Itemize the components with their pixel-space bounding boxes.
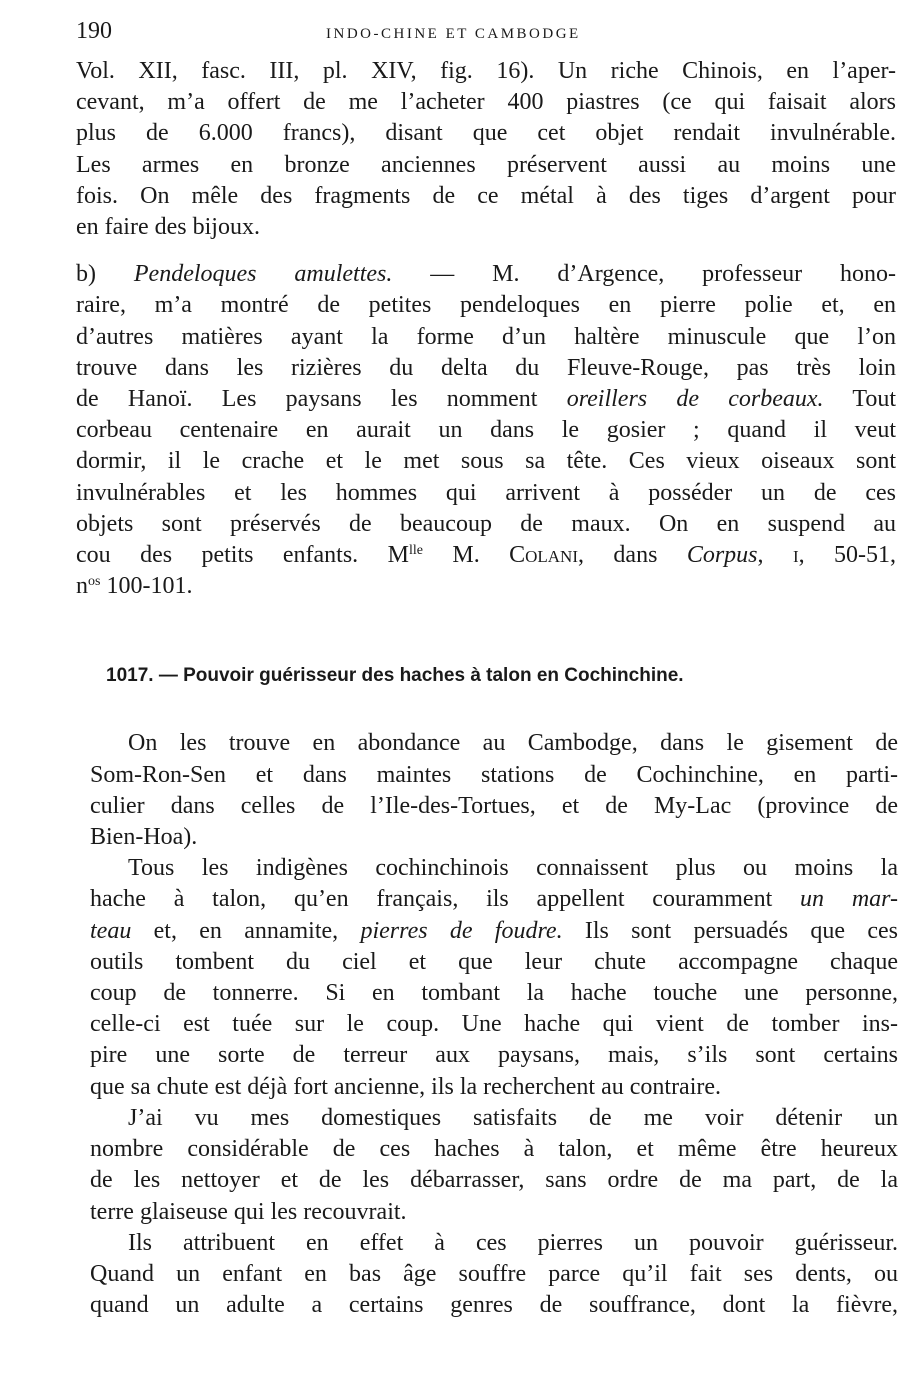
section-body	[90, 728, 898, 1321]
text-line: Tous les indigènes cochinchinois connaissent plus ou moins la	[128, 855, 898, 882]
text-run: Ils sont persuadés que ces	[562, 917, 898, 944]
running-title: INDO-CHINE ET CAMBODGE	[326, 26, 581, 42]
text-run: — M. d’Argence, professeur hono-	[392, 261, 896, 288]
text-line: de les nettoyer et de les débarrasser, sans ordre de ma part, de la	[90, 1167, 898, 1194]
journal-title: Corpus	[686, 542, 758, 569]
text-run: , 50-51,	[798, 542, 897, 569]
italic-term: pierres de foudre.	[360, 917, 563, 944]
italic-term: teau	[90, 917, 132, 944]
book-page	[76, 18, 896, 1321]
text-line: cevant, m’a offert de me l’acheter 400 piastres (ce qui faisait alors	[76, 89, 896, 116]
text-line: coup de tonnerre. Si en tombant la hache touche une personne,	[90, 980, 898, 1007]
text-line: plus de 6.000 francs), disant que cet objet rendait invulnérable.	[76, 120, 896, 147]
text-line: raire, m’a montré de petites pendeloques en pierre polie et, en	[76, 292, 896, 319]
volume-numeral: i	[792, 542, 799, 569]
text-line: celle-ci est tuée sur le coup. Une hache qui vient de tomber ins-	[90, 1011, 898, 1038]
paragraph	[90, 1103, 898, 1228]
text-line: trouve dans les rizières du delta du Fleuve-Rouge, pas très loin	[76, 354, 896, 381]
text-line	[76, 540, 896, 571]
text-line: fois. On mêle des fragments de ce métal à des tiges d’argent pour	[76, 182, 896, 209]
text-line: objets sont préservés de beaucoup de maux. On en suspend au	[76, 510, 896, 537]
text-line: Quand un enfant en bas âge souffre parce qu’il fait ses dents, ou	[90, 1260, 898, 1287]
text-line: outils tombent du ciel et que leur chute accompagne chaque	[90, 948, 898, 975]
text-line	[76, 259, 896, 290]
text-line: invulnérables et les hommes qui arrivent à posséder un de ces	[76, 479, 896, 506]
text-line: Les armes en bronze anciennes préservent aussi au moins une	[76, 151, 896, 178]
text-run: et, en annamite,	[131, 917, 361, 944]
text-line	[90, 916, 898, 947]
text-line: dormir, il le crache et le met sous sa tête. Ces vieux oiseaux sont	[76, 448, 896, 475]
paragraph	[90, 1228, 898, 1322]
subsection-title: Pendeloques amulettes.	[133, 261, 393, 288]
text-line	[76, 571, 896, 602]
section-heading: 1017. — Pouvoir guérisseur des haches à talon en Cochinchine.	[106, 665, 684, 687]
text-run: Tout	[823, 386, 897, 413]
superscript: os	[88, 574, 101, 590]
text-line: Som-Ron-Sen et dans maintes stations de Cochinchine, en parti-	[90, 761, 898, 788]
text-line: corbeau centenaire en aurait un dans le gosier ; quand il veut	[76, 417, 896, 444]
text-line: On les trouve en abondance au Cambodge, dans le gisement de	[128, 730, 898, 757]
text-run: 100-101.	[100, 573, 193, 600]
text-run: ,	[757, 542, 793, 569]
text-line: J’ai vu mes domestiques satisfaits de me voir détenir un	[128, 1104, 898, 1131]
text-line: que sa chute est déjà fort ancienne, ils la recherchent au contraire.	[90, 1073, 722, 1100]
italic-term: un mar-	[800, 886, 898, 913]
text-line: Ils attribuent en effet à ces pierres un pouvoir guérisseur.	[128, 1229, 898, 1256]
text-run: M.	[422, 542, 510, 569]
text-run: cou des petits enfants. M	[76, 542, 409, 569]
text-line: nombre considérable de ces haches à talon, et même être heureux	[90, 1136, 898, 1163]
text-line: Vol. XII, fasc. III, pl. XIV, fig. 16). Un riche Chinois, en l’aper-	[76, 58, 896, 84]
paragraph-pendeloques	[76, 259, 896, 602]
running-head	[76, 18, 896, 52]
paragraph-continuation	[76, 56, 896, 243]
superscript: lle	[408, 543, 423, 559]
paragraph	[90, 853, 898, 1103]
author-name: Colani	[509, 542, 578, 569]
text-line: terre glaiseuse qui les recouvrait.	[90, 1198, 407, 1225]
text-line: Bien-Hoa).	[90, 824, 198, 851]
text-line: culier dans celles de l’Ile-des-Tortues, et de My-Lac (province de	[90, 792, 898, 819]
italic-term: oreillers de corbeaux.	[566, 386, 824, 413]
text-line: en faire des bijoux.	[76, 214, 260, 241]
text-line: d’autres matières ayant la forme d’un haltère minuscule que l’on	[76, 323, 896, 350]
text-run: n	[76, 573, 88, 600]
text-line	[76, 384, 896, 415]
page-number: 190	[76, 18, 112, 44]
paragraph	[90, 728, 898, 853]
text-run: de Hanoï. Les paysans les nomment	[76, 386, 567, 413]
text-run: , dans	[578, 542, 687, 569]
text-run: hache à talon, qu’en français, ils appellent couramment	[90, 886, 801, 913]
text-run: b)	[76, 261, 134, 288]
text-line: quand un adulte a certains genres de souffrance, dont la fièvre,	[90, 1292, 898, 1319]
text-line	[90, 884, 898, 915]
text-line: pire une sorte de terreur aux paysans, mais, s’ils sont certains	[90, 1042, 898, 1069]
